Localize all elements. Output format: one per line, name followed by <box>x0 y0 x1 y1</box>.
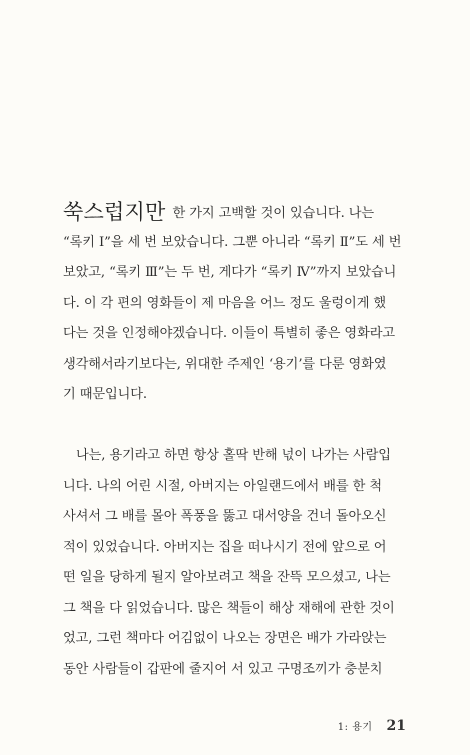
paragraph-1-line-7: 기 때문입니다. <box>63 387 148 402</box>
paragraph-2-line-4: 적이 있었습니다. 아버지는 집을 떠나시기 전에 앞으로 어 <box>63 539 387 555</box>
paragraph-1-line-6: 생각해서라기보다는, 위대한 주제인 ‘용기’를 다룬 영화였 <box>63 356 387 372</box>
chapter-label: 1: 용기 <box>337 722 373 733</box>
paragraph-2-line-5: 떤 일을 당하게 될지 알아보려고 책을 잔뜩 모으셨고, 나는 <box>63 570 391 585</box>
page-number: 21 <box>386 718 406 734</box>
paragraph-2-line-3: 사셔서 그 배를 몰아 폭풍을 뚫고 대서양을 건너 돌아오신 <box>63 509 387 524</box>
paragraph-2-line-6: 그 책을 다 읽었습니다. 많은 책들이 해상 재해에 관한 것이 <box>63 600 395 616</box>
paragraph-1-line-3: 보았고, “록키 Ⅲ”는 두 번, 게다가 “록키 Ⅳ”까지 보았습니 <box>63 265 397 280</box>
paragraph-2-line-2: 니다. 나의 어린 시절, 아버지는 아일랜드에서 배를 한 척 <box>63 478 382 494</box>
paragraph-1 <box>63 197 415 411</box>
paragraph-1-line-5: 다는 것을 인정해야겠습니다. 이들이 특별히 좋은 영화라고 <box>63 326 395 341</box>
paragraph-1-line-4: 다. 이 각 편의 영화들이 제 마음을 어느 정도 울렁이게 했 <box>63 295 387 311</box>
paragraph-1-line-1 <box>63 197 415 228</box>
page-footer <box>338 718 406 734</box>
paragraph-2-line-8: 동안 사람들이 갑판에 줄지어 서 있고 구명조끼가 충분치 <box>63 661 383 677</box>
paragraph-2 <box>63 441 415 685</box>
paragraph-1-line-2: “록키 Ⅰ”을 세 번 보았습니다. 그뿐 아니라 “록키 Ⅱ”도 세 번 <box>63 234 402 250</box>
line-text: 한 가지 고백할 것이 있습니다. 나는 <box>168 206 375 221</box>
paragraph-2-line-7: 었고, 그런 책마다 어김없이 나오는 장면은 배가 가라앉는 <box>63 631 387 646</box>
paragraph-2-line-1: 나는, 용기라고 하면 항상 홀딱 반해 넋이 나가는 사람입 <box>76 448 391 463</box>
lead-word: 쑥스럽지만 <box>63 200 166 224</box>
